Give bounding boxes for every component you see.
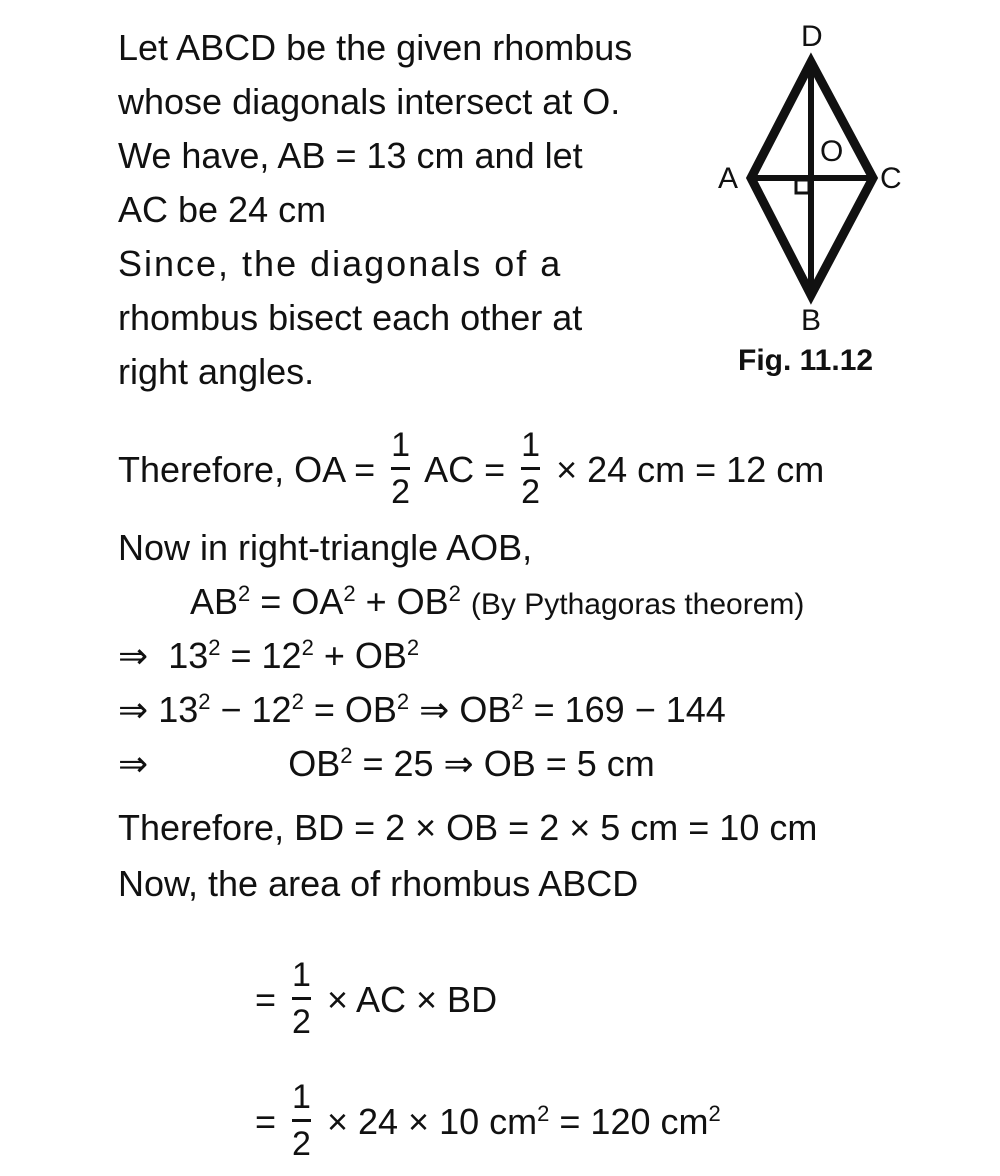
- equation-2: [118, 688, 726, 732]
- vertex-label-d: D: [801, 20, 823, 53]
- exponent: 2: [208, 635, 221, 660]
- fraction-bar: [292, 997, 311, 1000]
- area-result: = 120 cm: [559, 1101, 709, 1143]
- center-label-o: O: [820, 135, 844, 168]
- exponent: 2: [511, 689, 524, 714]
- term: 13: [158, 689, 199, 730]
- numerator: 1: [521, 426, 541, 464]
- numerator: 1: [292, 956, 311, 994]
- triangle-intro: Now in right-triangle AOB,: [118, 527, 533, 568]
- step-oa: [118, 426, 825, 515]
- term: × 24 × 10 cm: [326, 1101, 538, 1143]
- intro-line-2: whose diagonals intersect at O.: [118, 81, 621, 122]
- fraction-bar: [521, 467, 540, 470]
- oa-prefix: Therefore, OA =: [118, 449, 376, 491]
- exponent: 2: [340, 743, 353, 768]
- equals-sign: =: [255, 979, 277, 1021]
- fraction-half: [391, 426, 410, 511]
- intro-line-3: We have, AB = 13 cm and let: [118, 135, 583, 176]
- step-bd: Therefore, BD = 2 × OB = 2 × 5 cm = 10 cm: [118, 807, 818, 848]
- pythagoras-note: (By Pythagoras theorem): [470, 588, 805, 621]
- area-step-2: [255, 1078, 721, 1167]
- term: AB: [190, 581, 239, 622]
- term: ⇒ OB: [419, 689, 512, 730]
- intro-line-4: AC be 24 cm: [118, 189, 327, 230]
- oa-mid: AC =: [424, 449, 506, 491]
- term: 13: [168, 635, 209, 676]
- exponent: 2: [301, 635, 314, 660]
- intro-line-5: Since, the diagonals of a: [118, 243, 563, 284]
- term: = OB: [313, 689, 397, 730]
- pythagoras-line: [190, 580, 804, 627]
- exponent: 2: [291, 689, 304, 714]
- fraction-half: [292, 956, 311, 1041]
- term: = 169 − 144: [533, 689, 726, 730]
- implies-arrow-icon: ⇒: [118, 743, 149, 784]
- exponent: 2: [238, 581, 251, 606]
- fraction-bar: [391, 467, 410, 470]
- equals-sign: =: [255, 1101, 277, 1143]
- implies-arrow-icon: ⇒: [118, 689, 149, 730]
- vertex-label-a: A: [718, 162, 739, 195]
- implies-arrow-icon: ⇒: [118, 635, 149, 676]
- exponent: 2: [708, 1101, 721, 1127]
- equation-1: [118, 634, 419, 678]
- figure-caption: Fig. 11.12: [738, 344, 874, 377]
- term: + OB: [365, 581, 449, 622]
- intro-line-1: Let ABCD be the given rhombus: [118, 27, 633, 68]
- vertex-label-b: B: [801, 304, 822, 337]
- vertex-label-c: C: [880, 162, 902, 195]
- term: − 12: [220, 689, 292, 730]
- denominator: 2: [292, 1125, 311, 1163]
- denominator: 2: [521, 473, 541, 511]
- exponent: 2: [396, 689, 410, 714]
- fraction-half: [521, 426, 540, 511]
- denominator: 2: [391, 473, 411, 511]
- intro-line-7: right angles.: [118, 351, 315, 392]
- term: × AC × BD: [326, 979, 498, 1021]
- term: = 12: [230, 635, 302, 676]
- equation-3: [118, 742, 655, 786]
- exponent: 2: [406, 635, 420, 660]
- exponent: 2: [537, 1101, 550, 1127]
- fraction-half: [292, 1078, 311, 1163]
- area-intro: Now, the area of rhombus ABCD: [118, 863, 639, 904]
- term: OB: [288, 743, 341, 784]
- term: + OB: [323, 635, 407, 676]
- numerator: 1: [292, 1078, 311, 1116]
- denominator: 2: [292, 1003, 311, 1041]
- term: = OA: [260, 581, 344, 622]
- oa-suffix: × 24 cm = 12 cm: [556, 449, 825, 491]
- rhombus-figure: [700, 20, 920, 340]
- fraction-bar: [292, 1119, 311, 1122]
- intro-line-6: rhombus bisect each other at: [118, 297, 583, 338]
- exponent: 2: [448, 581, 461, 606]
- exponent: 2: [198, 689, 211, 714]
- exponent: 2: [343, 581, 356, 606]
- term: = 25 ⇒ OB = 5 cm: [362, 743, 655, 784]
- numerator: 1: [391, 426, 411, 464]
- area-step-1: [255, 956, 498, 1045]
